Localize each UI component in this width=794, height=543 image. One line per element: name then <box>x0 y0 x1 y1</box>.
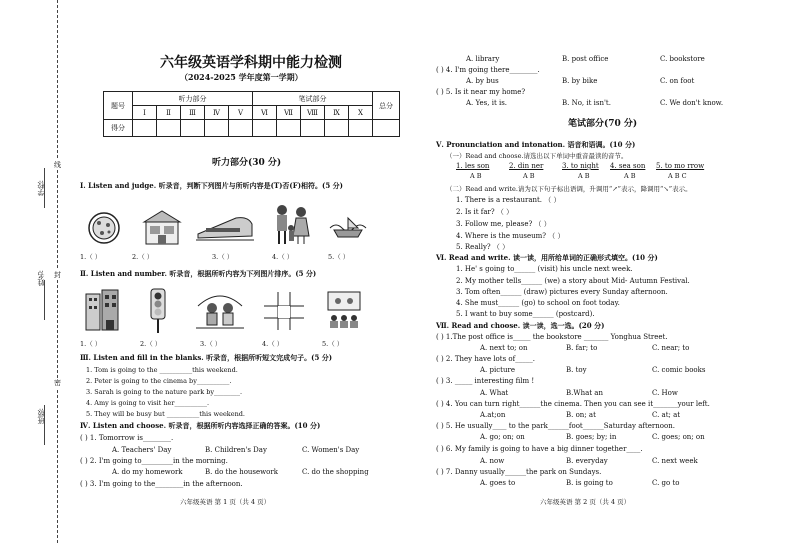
s4-q5-option-a[interactable]: A. Yes, it is. <box>466 99 508 107</box>
s7-q6-option-b[interactable]: B. everyday <box>566 457 608 465</box>
s7-q4-option-b[interactable]: B. on; at <box>566 411 596 419</box>
s7-q5-option-a[interactable]: A. go; on; on <box>480 433 525 441</box>
s6-line-1[interactable]: 1. He' s going to______ (visit) his uncle next week. <box>456 265 633 273</box>
s4-q3-option-c[interactable]: C. bookstore <box>660 55 705 63</box>
score-cell[interactable] <box>349 120 373 137</box>
s5-intonation-5[interactable]: 5. Really? （ ） <box>456 243 510 251</box>
s7-q5-option-c[interactable]: C. goes; on; on <box>652 433 705 441</box>
s3-line-4[interactable]: 4. Amy is going to visit her__________. <box>86 399 210 407</box>
s7-q2-option-a[interactable]: A. picture <box>480 366 515 374</box>
section-6-title: Ⅵ. Read and write. 读一读，用所给单词的正确形式填空。(10 分) <box>436 253 658 262</box>
q-label: 题号 <box>104 92 133 120</box>
train-picture <box>196 212 254 242</box>
s7-question-1[interactable]: ( ) 1.The post office is_____ the bookstore _______ Yonghua Street. <box>436 333 668 341</box>
col-7: Ⅶ <box>277 106 301 120</box>
score-label: 得分 <box>104 120 133 137</box>
s5-intonation-2[interactable]: 2. Is it far? （ ） <box>456 208 514 216</box>
s7-q7-option-c[interactable]: C. go to <box>652 479 680 487</box>
col-1: Ⅰ <box>133 106 157 120</box>
s4-q5-option-b[interactable]: B. No, it isn't. <box>562 99 611 107</box>
score-cell[interactable] <box>181 120 205 137</box>
s5-word-1: 1. les son <box>456 162 490 170</box>
s4-q1-option-a[interactable]: A. Teachers' Day <box>112 446 172 454</box>
s5-intonation-3[interactable]: 3. Follow me, please? （ ） <box>456 220 551 228</box>
s7-q4-option-c[interactable]: C. at; at <box>652 411 681 419</box>
cinema-picture <box>324 290 364 330</box>
s5-part-b-instruction: （二）Read and write.请为以下句子标出语调，升调用“↗”表示，降调用“↘”表示。 <box>446 185 692 193</box>
s7-q3-option-b[interactable]: B.What an <box>566 389 603 397</box>
s4-question-3[interactable]: ( ) 3. I'm going to the________in the afternoon. <box>80 480 243 488</box>
s7-q1-option-c[interactable]: C. near; to <box>652 344 690 352</box>
kids-outdoors-picture <box>196 290 244 330</box>
hospital-building-picture <box>84 288 120 332</box>
name-blank <box>44 280 45 320</box>
exam-title: 六年级英语学科期中能力检测 <box>160 55 342 71</box>
score-cell[interactable] <box>277 120 301 137</box>
s1-answer-3[interactable]: 3.（ ） <box>212 253 234 261</box>
s5-word-3: 3. to night <box>562 162 599 170</box>
s1-answer-1[interactable]: 1.（ ） <box>80 253 102 261</box>
s5-syllables-5[interactable]: A B C <box>668 172 687 180</box>
s7-q7-option-b[interactable]: B. is going to <box>566 479 613 487</box>
s6-line-2[interactable]: 2. My mother tells______ (we) a story about Mid- Autumn Festival. <box>456 277 690 285</box>
s3-line-2[interactable]: 2. Peter is going to the cinema by__________. <box>86 377 232 385</box>
s4-q4-option-a[interactable]: A. by bus <box>466 77 499 85</box>
score-cell[interactable] <box>133 120 157 137</box>
col-2: Ⅱ <box>157 106 181 120</box>
s4-q1-option-b[interactable]: B. Children's Day <box>205 446 267 454</box>
traffic-lights-picture <box>148 288 168 334</box>
score-cell[interactable] <box>253 120 277 137</box>
written-heading: 笔试部分(70 分) <box>568 119 638 129</box>
s7-q7-option-a[interactable]: A. goes to <box>480 479 516 487</box>
s4-q2-option-a[interactable]: A. do my homework <box>112 468 183 476</box>
col-6: Ⅵ <box>253 106 277 120</box>
s4-question-4[interactable]: ( ) 4. I'm going there________. <box>436 66 540 74</box>
col-4: Ⅳ <box>205 106 229 120</box>
exam-subtitle: （2024-2025 学年度第一学期） <box>180 72 303 82</box>
s6-line-5[interactable]: 5. I want to buy some______ (postcard). <box>456 310 595 318</box>
s6-line-3[interactable]: 3. Tom often______ (draw) pictures every Sunday afternoon. <box>456 288 668 296</box>
pizza-picture <box>84 210 124 246</box>
s7-question-5[interactable]: ( ) 5. He usually____ to the park______foot______Saturday afternoon. <box>436 422 675 430</box>
col-9: Ⅸ <box>325 106 349 120</box>
cut-line-label: 线 <box>54 161 61 169</box>
s5-syllables-2[interactable]: A B <box>523 172 535 180</box>
col-10: Ⅹ <box>349 106 373 120</box>
s2-answer-3[interactable]: 3.（ ） <box>200 340 222 348</box>
s6-line-4[interactable]: 4. She must______ (go) to school on foot today. <box>456 299 620 307</box>
s7-question-7[interactable]: ( ) 7. Danny usually______the park on Sundays. <box>436 468 602 476</box>
s4-q1-option-c[interactable]: C. Women's Day <box>302 446 360 454</box>
page-footer-2: 六年级英语 第 2 页（共 4 页） <box>540 498 631 506</box>
s7-question-3[interactable]: ( ) 3. _____ interesting film ! <box>436 377 535 385</box>
section-7-title: Ⅶ. Read and choose. 读一读，选一选。(20 分) <box>436 321 605 330</box>
s7-q2-option-c[interactable]: C. comic books <box>652 366 706 374</box>
s2-answer-5[interactable]: 5.（ ） <box>322 340 344 348</box>
s4-q2-option-c[interactable]: C. do the shopping <box>302 468 369 476</box>
s4-q2-option-b[interactable]: B. do the housework <box>205 468 278 476</box>
boat-lake-picture <box>328 212 368 242</box>
section-3-title: Ⅲ. Listen and fill in the blanks. 听录音，根据所听短文完成句子。(5 分) <box>80 353 333 362</box>
family-picture <box>268 202 316 246</box>
score-table <box>103 91 400 137</box>
s5-intonation-4[interactable]: 4. Where is the museum? （ ） <box>456 232 565 240</box>
class-label: 班级: <box>37 408 45 425</box>
total-score-cell[interactable] <box>373 120 400 137</box>
s7-question-6[interactable]: ( ) 6. My family is going to have a big dinner together____. <box>436 445 643 453</box>
s5-intonation-1[interactable]: 1. There is a restaurant. （ ） <box>456 196 561 204</box>
listening-heading: 听力部分(30 分) <box>212 158 282 168</box>
s3-line-5[interactable]: 5. They will be busy but __________this weekend. <box>86 410 245 418</box>
total-label: 总分 <box>373 92 400 120</box>
name-label: 姓名: <box>37 270 45 287</box>
s2-answer-4[interactable]: 4.（ ） <box>262 340 284 348</box>
section-5-title: Ⅴ. Pronunciation and intonation. 语音和语调。(10 分) <box>436 140 636 149</box>
crossroads-picture <box>264 292 304 330</box>
s3-line-3[interactable]: 3. Sarah is going to the nature park by________. <box>86 388 243 396</box>
s7-q4-option-a[interactable]: A.at;on <box>480 411 506 419</box>
s4-q3-option-b[interactable]: B. post office <box>562 55 609 63</box>
s7-q6-option-c[interactable]: C. next week <box>652 457 698 465</box>
s7-q3-option-a[interactable]: A. What <box>480 389 509 397</box>
s7-q2-option-b[interactable]: B. toy <box>566 366 587 374</box>
seal-line-label: 封 <box>54 271 61 279</box>
score-cell[interactable] <box>301 120 325 137</box>
col-3: Ⅲ <box>181 106 205 120</box>
s2-answer-2[interactable]: 2.（ ） <box>140 340 162 348</box>
s7-question-4[interactable]: ( ) 4. You can turn right______the cinema. Then you can see it_______your left. <box>436 400 710 408</box>
s4-q4-option-c[interactable]: C. on foot <box>660 77 695 85</box>
s7-q1-option-b[interactable]: B. far; to <box>566 344 598 352</box>
s3-line-1[interactable]: 1. Tom is going to the __________this weekend. <box>86 366 238 374</box>
col-8: Ⅷ <box>301 106 325 120</box>
s5-word-4: 4. sea son <box>610 162 646 170</box>
s5-word-2: 2. din ner <box>509 162 544 170</box>
s5-syllables-3[interactable]: A B <box>578 172 590 180</box>
s4-question-5[interactable]: ( ) 5. Is it near my home? <box>436 88 526 96</box>
s1-answer-5[interactable]: 5.（ ） <box>328 253 350 261</box>
score-cell[interactable] <box>229 120 253 137</box>
page-footer-1: 六年级英语 第 1 页（共 4 页） <box>180 498 271 506</box>
s5-syllables-4[interactable]: A B <box>624 172 636 180</box>
s4-question-2[interactable]: ( ) 2. I'm going to_________in the morning. <box>80 457 228 465</box>
closed-line-label: 密 <box>54 379 61 387</box>
class-blank <box>44 405 45 445</box>
s4-q4-option-b[interactable]: B. by bike <box>562 77 598 85</box>
score-cell[interactable] <box>205 120 229 137</box>
s4-q3-option-a[interactable]: A. library <box>466 55 500 63</box>
s4-question-1[interactable]: ( ) 1. Tomorrow is________. <box>80 434 174 442</box>
s7-q1-option-a[interactable]: A. next to; on <box>480 344 528 352</box>
s7-question-2[interactable]: ( ) 2. They have lots of_____. <box>436 355 535 363</box>
shop-building-picture <box>140 208 184 246</box>
s7-q3-option-c[interactable]: C. How <box>652 389 678 397</box>
section-1-title: Ⅰ. Listen and judge. 听录音，判断下列图片与所听内容是(T)否(F)相符。(5 分) <box>80 181 343 190</box>
s5-syllables-1[interactable]: A B <box>470 172 482 180</box>
s5-part-a-instruction: （一）Read and choose.请选出以下单词中重音最读的音节。 <box>446 152 628 160</box>
school-label: 学校: <box>37 180 45 197</box>
written-part-label: 笔试部分 <box>253 92 373 106</box>
section-4-title: Ⅳ. Listen and choose. 听录音，根据所听内容选择正确的答案。(10 分) <box>80 421 321 430</box>
school-blank <box>44 168 45 208</box>
s2-answer-1[interactable]: 1.（ ） <box>80 340 102 348</box>
section-2-title: Ⅱ. Listen and number. 听录音，根据所听内容为下列图片排序。(5 分) <box>80 269 317 278</box>
s1-answer-4[interactable]: 4.（ ） <box>272 253 294 261</box>
s1-answer-2[interactable]: 2.（ ） <box>132 253 154 261</box>
score-cell[interactable] <box>325 120 349 137</box>
s4-q5-option-c[interactable]: C. We don't know. <box>660 99 724 107</box>
s7-q5-option-b[interactable]: B. goes; by; in <box>566 433 617 441</box>
s7-q6-option-a[interactable]: A. now <box>480 457 505 465</box>
col-5: Ⅴ <box>229 106 253 120</box>
score-cell[interactable] <box>157 120 181 137</box>
s5-word-5: 5. to mo rrow <box>656 162 705 170</box>
listening-part-label: 听力部分 <box>133 92 253 106</box>
